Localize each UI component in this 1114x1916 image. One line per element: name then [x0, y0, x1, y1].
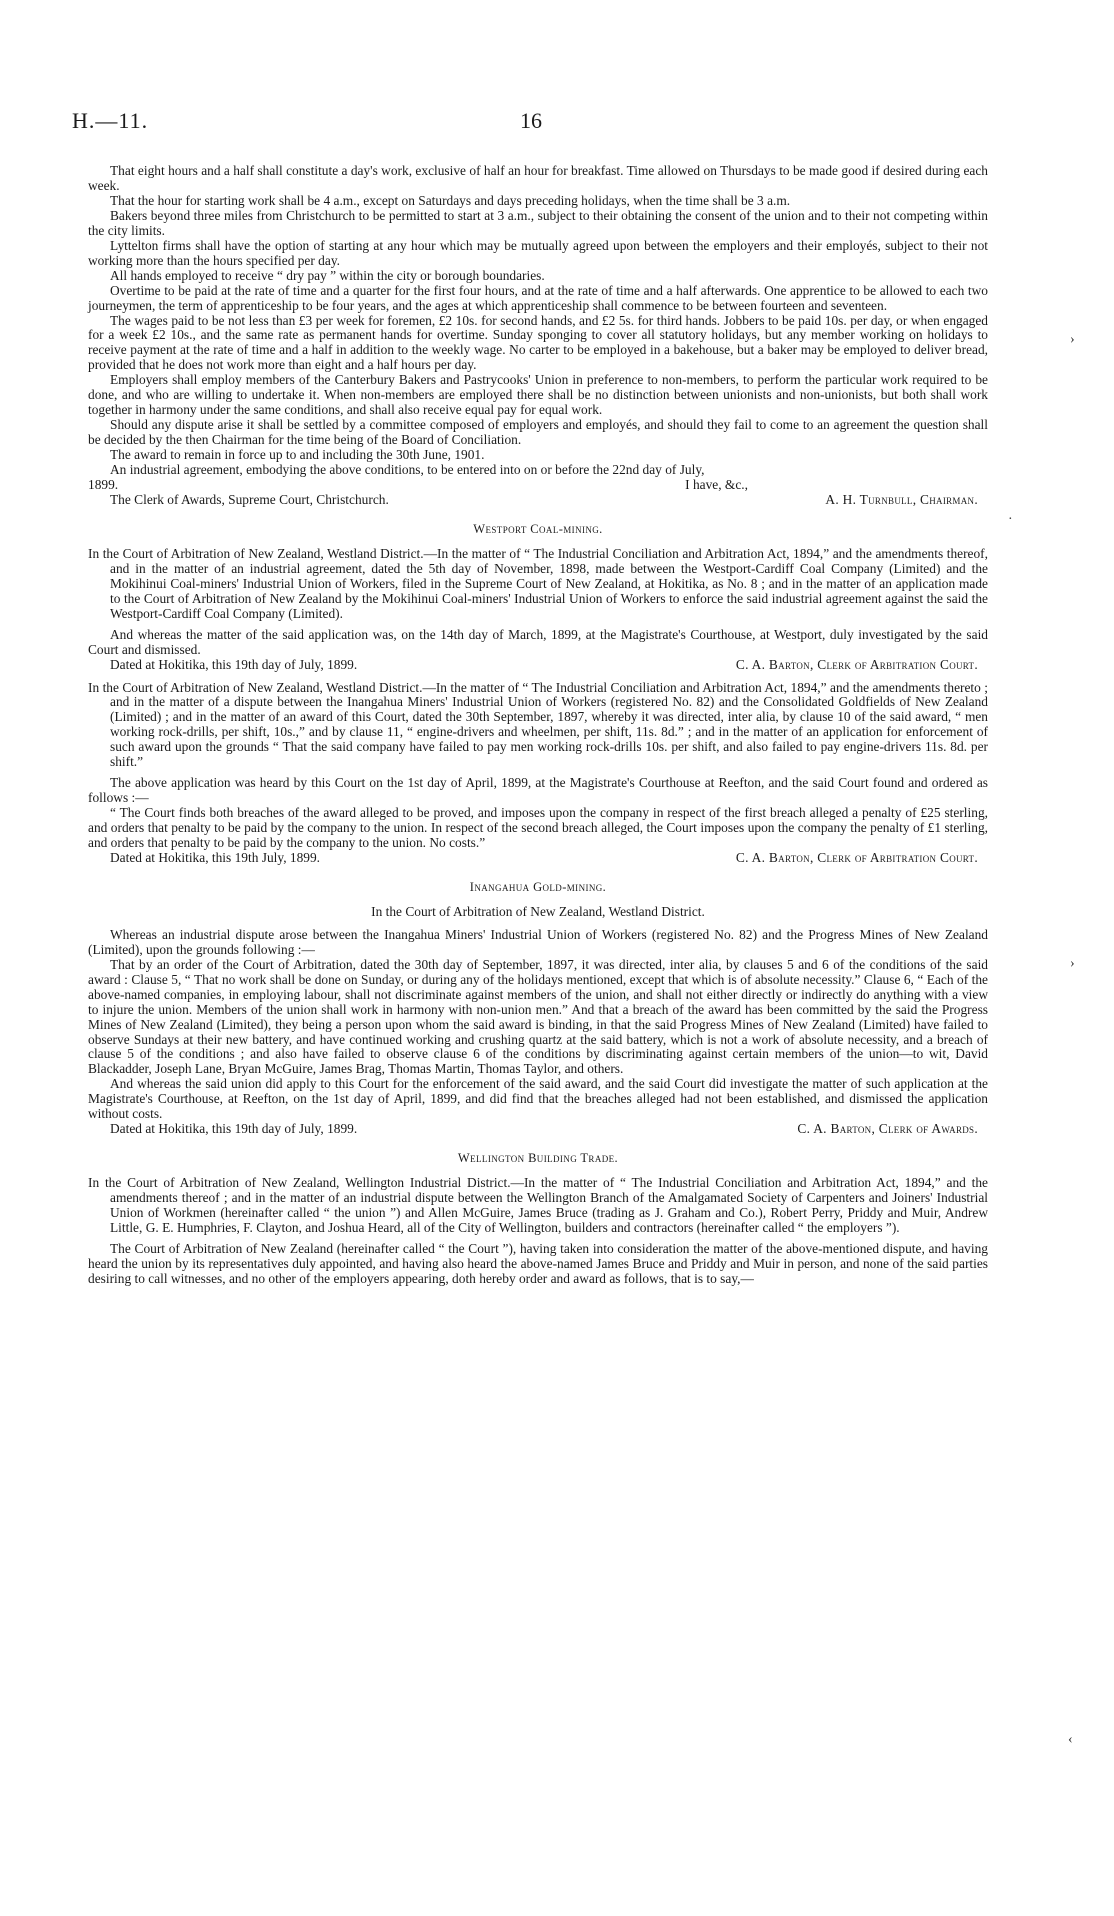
year: 1899. — [88, 477, 119, 493]
inangahua-section — [88, 905, 988, 1137]
paragraph: Bakers beyond three miles from Christchurch to be permitted to start at 3 a.m., subject to their obtaining the consent of the union and to their not competing within the city limits. — [88, 207, 988, 238]
addressee: The Clerk of Awards, Supreme Court, Christchurch. — [110, 491, 389, 507]
paragraph: And whereas the said union did apply to this Court for the enforcement of the said award, and the said Court did investigate the matter of such application at the Magistrate's Courthouse, at Reefton, on the 1st day of April, 1899, and did find that the breaches alleged had not been established, and dismissed the application without costs. — [88, 1076, 988, 1122]
bakers-award-section — [88, 164, 988, 508]
page-number: 16 — [520, 108, 542, 133]
dated: Dated at Hokitika, this 19th day of July, 1899. — [110, 1121, 358, 1137]
section-heading: Inangahua Gold-mining. — [469, 879, 607, 894]
paragraph: That the hour for starting work shall be 4 a.m., except on Saturdays and days preceding holidays, when the time shall be 3 a.m. — [110, 192, 791, 208]
margin-mark: ‹ — [1068, 1732, 1073, 1747]
signature-line — [88, 493, 988, 508]
paragraph: “ The Court finds both breaches of the award alleged to be proved, and imposes upon the company in respect of the first breach alleged a penalty of £25 sterling, and orders that penalty to be paid by the company to the union. In respect of the second breach alleged, the Court imposes upon the company the penalty of £1 sterling, and orders that penalty to be paid by the company to the union. No costs.” — [88, 805, 988, 851]
section-subheading: In the Court of Arbitration of New Zealand, Westland District. — [371, 903, 705, 919]
dated-line — [88, 658, 988, 673]
case-title: In the Court of Arbitration of New Zealand, Westland District.—In the matter of “ The Industrial Conciliation and Arbitration Act, 1894,” and the amendments thereof, and in the matter of an industrial agreement, dated the 5th day of November, 1898, made between the Westport-Cardiff Coal Company (Limited) and the Mokihinui Coal-miners' Industrial Union of Workers, filed in the Supreme Court of New Zealand, at Hokitika, as No. 8 ; and in the matter of an application made to the Court of Arbitration of New Zealand by the Mokihinui Coal-miners' Industrial Union of Workers to enforce the said industrial agreement against the said the Westport-Cardiff Coal Company (Limited). — [88, 545, 988, 621]
section-heading: Wellington Building Trade. — [457, 1151, 619, 1166]
paragraph: Overtime to be paid at the rate of time and a quarter for the first four hours, and at the rate of time and a half afterwards. One apprentice to be allowed to each two journeymen, the term of apprenticeship to be four years, and the ages at which apprenticeship shall commence to be between fourteen and seventeen. — [88, 282, 988, 313]
westport-section — [88, 547, 988, 866]
margin-mark: › — [1070, 332, 1075, 347]
parliamentary-paper-reference: H.—11. — [72, 108, 149, 133]
salutation: I have, &c., — [685, 477, 748, 493]
paragraph: Whereas an industrial dispute arose between the Inangahua Miners' Industrial Union of Workers (registered No. 82) and the Progress Mines of New Zealand (Limited), upon the grounds following :— — [88, 926, 988, 957]
paragraph: The wages paid to be not less than £3 per week for foremen, £2 10s. for second hands, and £2 5s. for third hands. Jobbers to be paid 10s. per day, or when engaged for a week £2 10s., and the same rate as permanent hands for overtime. Sunday sponging to cover all statutory holidays, but any member working on holidays to receive payment at the rate of time and a half in addition to the weekly wage. No carter to be employed in a bakehouse, but a baker may be employed to deliver bread, provided that he does not work more than eight and a half hours per day. — [88, 312, 988, 373]
margin-mark: · — [1008, 512, 1013, 527]
case-title: In the Court of Arbitration of New Zealand, Westland District.—In the matter of “ The Industrial Conciliation and Arbitration Act, 1894,” and the amendments thereto ; and in the matter of a dispute between the Inangahua Miners' Industrial Union of Workers (registered No. 82) and the Consolidated Goldfields of New Zealand (Limited) ; and in the matter of an award of this Court, dated the 30th September, 1897, whereby it was directed, inter alia, by clause 10 of the said award, “ men working rock-drills, per shift, 10s.,” and by clause 11, “ engine-drivers and wheelmen, per shift, 11s. 8d.” ; and in the matter of an application for enforcement of such award upon the grounds “ That the said company have failed to pay men working rock-drills 10s. per shift, and also failed to pay engine-drivers 11s. 8d. per shift.” — [88, 679, 988, 770]
paragraph: That eight hours and a half shall constitute a day's work, exclusive of half an hour for breakfast. Time allowed on Thursdays to be made good if desired during each week. — [88, 163, 988, 193]
closing-line — [88, 478, 988, 493]
paragraph: Employers shall employ members of the Canterbury Bakers and Pastrycooks' Union in preference to non-members, to perform the particular work required to be done, and who are willing to undertake it. When non-members are employed there shall be no distinction between unionists and non-unionists, but both shall work together in harmony under the same conditions, and shall also receive equal pay for equal work. — [88, 372, 988, 418]
paragraph: And whereas the matter of the said application was, on the 14th day of March, 1899, at the Magistrate's Courthouse, at Westport, duly investigated by the said Court and dismissed. — [88, 626, 988, 657]
wellington-section — [88, 1176, 988, 1287]
paragraph: The award to remain in force up to and including the 30th June, 1901. — [110, 447, 485, 463]
signature: C. A. Barton, Clerk of Awards. — [797, 1121, 978, 1137]
signature: C. A. Barton, Clerk of Arbitration Court. — [735, 656, 978, 672]
paragraph: Lyttelton firms shall have the option of starting at any hour which may be mutually agreed upon between the employers and their employés, subject to their not working more than the hours specified per day. — [88, 237, 988, 268]
paragraph: An industrial agreement, embodying the above conditions, to be entered into on or before the 22nd day of July, — [110, 462, 705, 478]
signature: C. A. Barton, Clerk of Arbitration Court. — [735, 849, 978, 865]
section-heading: Westport Coal-mining. — [473, 521, 603, 536]
margin-mark: › — [1070, 956, 1075, 971]
signature: A. H. Turnbull, Chairman. — [825, 491, 978, 507]
paragraph: The above application was heard by this Court on the 1st day of April, 1899, at the Magistrate's Courthouse at Reefton, and the said Court found and ordered as follows :— — [88, 775, 988, 806]
dated-line — [88, 1122, 988, 1137]
paragraph: The Court of Arbitration of New Zealand (hereinafter called “ the Court ”), having taken into consideration the matter of the above-mentioned dispute, and having heard the union by its representatives duly appointed, and having also heard the above-named James Bruce and Priddy and Muir in person, and none of the said parties desiring to call witnesses, and no other of the employers appearing, doth hereby order and award as follows, that is to say,— — [88, 1240, 988, 1286]
page-body — [88, 164, 988, 1287]
dated: Dated at Hokitika, this 19th day of July, 1899. — [110, 656, 358, 672]
paragraph: Should any dispute arise it shall be settled by a committee composed of employers and employés, and should they fail to come to an agreement the question shall be decided by the then Chairman for the time being of the Board of Conciliation. — [88, 417, 988, 448]
case-title: In the Court of Arbitration of New Zealand, Wellington Industrial District.—In the matter of “ The Industrial Conciliation and Arbitration Act, 1894,” and the amendments thereof ; and in the matter of an industrial dispute between the Wellington Branch of the Amalgamated Society of Carpenters and Joiners' Industrial Union of Workmen (hereinafter called “ the union ”) and Allen McGuire, James Bruce (trading as J. Graham and Co.), Robert Perry, Priddy and Muir, Andrew Little, G. E. Humphries, F. Clayton, and Joshua Heard, all of the City of Wellington, builders and contractors (hereinafter called “ the employers ”). — [88, 1175, 988, 1235]
dated: Dated at Hokitika, this 19th July, 1899. — [110, 849, 321, 865]
dated-line — [88, 851, 988, 866]
paragraph: All hands employed to receive “ dry pay ” within the city or borough boundaries. — [110, 267, 545, 283]
paragraph: That by an order of the Court of Arbitration, dated the 30th day of September, 1897, it was directed, inter alia, by clauses 5 and 6 of the conditions of the said award : Clause 5, “ That no work shall be done on Sunday, or during any of the holidays mentioned, except that which is of absolute necessity.” Clause 6, “ Each of the above-named companies, in employing labour, shall not discriminate against members of the union, and shall not either directly or indirectly do anything with a view to injure the union. Members of the union shall work in harmony with non-union men.” And that a breach of the award has been committed by the said the Progress Mines of New Zealand (Limited), they being a person upon whom the said award is binding, in that the said Progress Mines of New Zealand (Limited) have failed to observe Sundays at their new battery, and have continued working and crushing quartz at the said battery, which is not a work of absolute necessity, and a breach of clause 5 of the conditions ; and also have failed to observe clause 6 of the conditions by discriminating against certain members of the union—to wit, David Blackadder, Joseph Lane, Bryan McGuire, James Brag, Thomas Martin, Thomas Taylor, and others. — [88, 956, 988, 1077]
